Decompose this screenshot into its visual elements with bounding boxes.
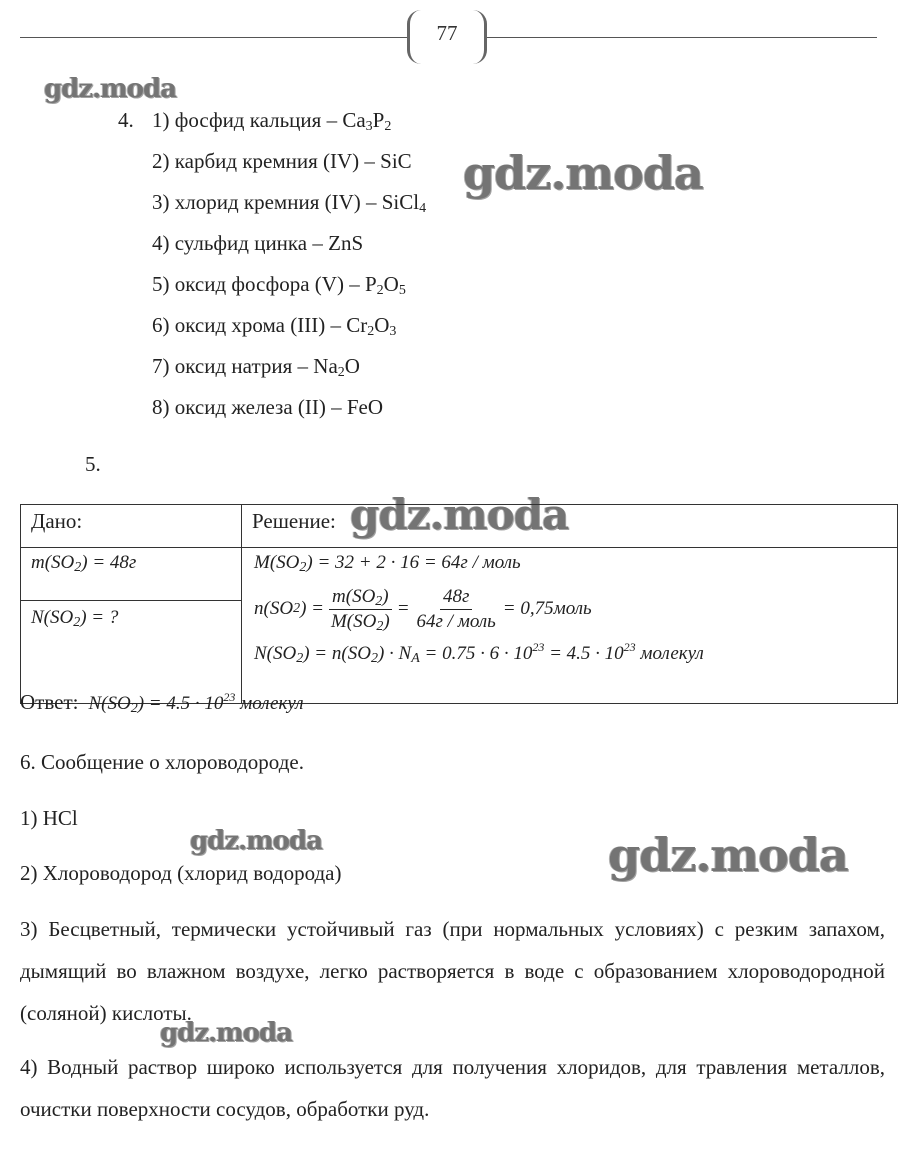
task6-point-3: 3) Бесцветный, термически устойчивый газ (при нормальных условиях) с резким запахом, дымящий во влажном воздухе, легко растворяется в воде с образованием хлороводородной (соляной) кислоты. — [20, 917, 885, 1025]
list-item: 1) фосфид кальция – $Ca_3P_2$ — [152, 108, 392, 134]
solution-header: Решение: — [242, 505, 898, 548]
task5-number: 5. — [85, 452, 101, 476]
page-number: 77 — [407, 10, 487, 64]
list-item: 7) оксид натрия – $Na_2O$ — [152, 354, 360, 380]
list-item: 2) карбид кремния (IV) – SiC — [152, 149, 412, 173]
task6-point-1: 1) HCl — [20, 806, 78, 830]
header-rule-right — [484, 37, 877, 38]
list-item: 5) оксид фосфора $(V) - P_2O_5$ — [152, 272, 406, 298]
list-item: 6) оксид хрома $(III) - Cr_2O_3$ — [152, 313, 397, 339]
fraction-values: $\frac{48г}{\text{64г / моль}}$ — [416, 585, 496, 632]
watermark: gdz.moda — [463, 146, 703, 200]
task6-point-4: 4) Водный раствор широко используется для получения хлоридов, для травления металлов, очистки поверхности сосудов, обработки руд. — [20, 1055, 885, 1121]
watermark: gdz.moda — [608, 828, 848, 882]
task4-number: 4. — [118, 108, 134, 132]
header-rule-left — [20, 37, 410, 38]
solution-table — [20, 504, 898, 704]
solution-cell — [242, 548, 898, 704]
solution-line-molar-mass: $M(SO_2) = 32 + 2 \cdot 16 = 64г$ / моль — [254, 552, 521, 575]
answer — [20, 690, 304, 716]
solution-line-moles: n(SO 2 ) = $\frac{m(SO_2)}{M(SO_2)}$ = $\frac{48г}{\text{64г / моль}}$ = 0,75моль — [254, 585, 592, 634]
given-unknown — [21, 601, 242, 704]
list-item: 3) хлорид кремния (IV) – SiCl$_4$ — [152, 190, 427, 216]
watermark: gdz.moda — [44, 74, 177, 104]
task6-point-2: 2) Хлороводород (хлорид водорода) — [20, 861, 342, 885]
given-header: Дано: — [21, 505, 242, 548]
fraction-mass-over-molar: $\frac{m(SO_2)}{M(SO_2)}$ — [330, 585, 390, 634]
given-mass — [21, 548, 242, 601]
answer-formula: $N(SO_2) = 4.5 \cdot 10^{23}$ молекул — [83, 690, 304, 716]
watermark: gdz.moda — [350, 490, 569, 539]
task6-title: 6. Сообщение о хлороводороде. — [20, 750, 304, 774]
watermark: gdz.moda — [190, 826, 323, 856]
list-item: 4) сульфид цинка – ZnS — [152, 231, 364, 255]
solution-line-molecules: $N(SO_2) = n(SO_2) \cdot N_A = 0.75 \cdot 6 \cdot 10^{23} = 4.5 \cdot 10^{23}$ молекул — [254, 640, 704, 666]
given-mass-formula: $m(SO_2) = 48г$ — [31, 552, 137, 575]
watermark: gdz.moda — [160, 1018, 293, 1048]
given-unknown-formula: $N(SO_2)$ = ? — [31, 607, 119, 630]
list-item: 8) оксид железа (II) – FeO — [152, 395, 384, 419]
answer-label: Ответ: — [20, 690, 79, 714]
